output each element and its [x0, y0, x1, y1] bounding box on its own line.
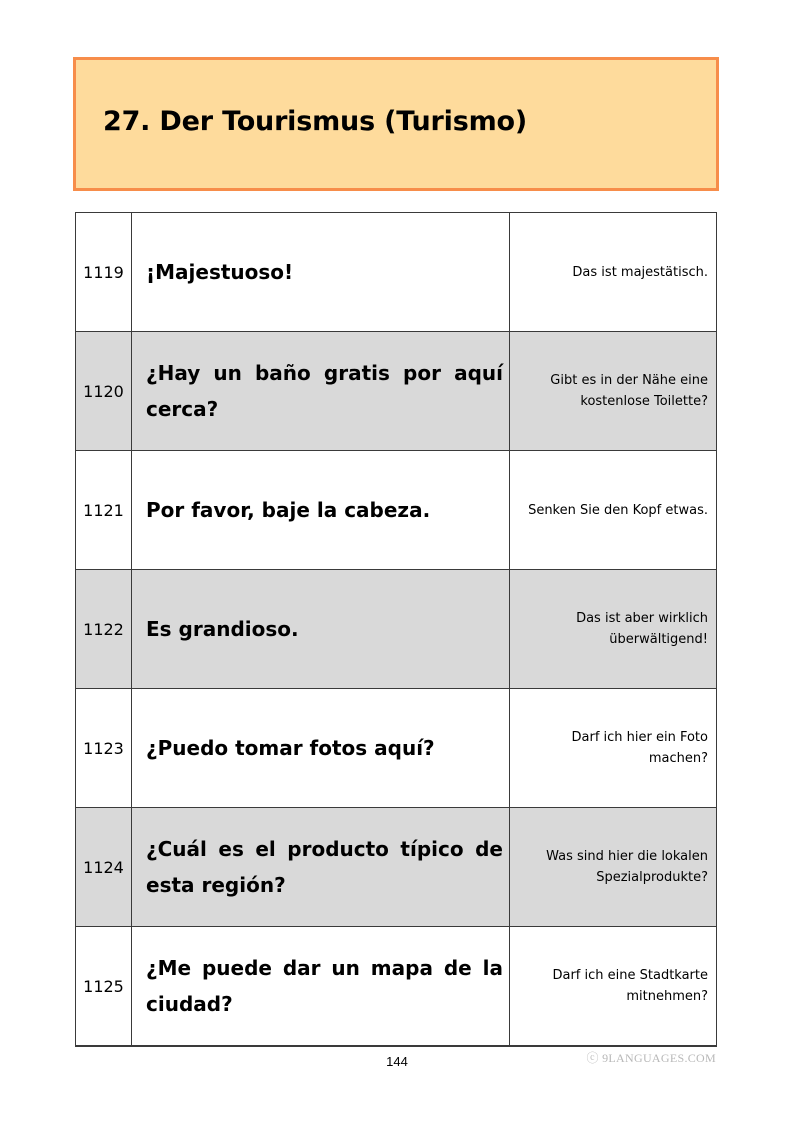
spanish-phrase: ¿Me puede dar un mapa de la ciudad?: [132, 927, 510, 1047]
phrase-number: 1122: [76, 570, 132, 689]
phrase-number: 1119: [76, 213, 132, 332]
table-row: [76, 927, 717, 1047]
chapter-title-box: [73, 57, 719, 191]
table-row: [76, 332, 717, 451]
phrase-number: 1123: [76, 689, 132, 808]
spanish-phrase: Por favor, baje la cabeza.: [132, 451, 510, 570]
page-number: 144: [386, 1054, 408, 1069]
table-row: [76, 451, 717, 570]
german-translation: Das ist aber wirklich überwältigend!: [510, 570, 717, 689]
table-row: [76, 570, 717, 689]
spanish-phrase: ¿Puedo tomar fotos aquí?: [132, 689, 510, 808]
german-translation: Was sind hier die lokalen Spezialprodukte?: [510, 808, 717, 927]
chapter-title: 27. Der Tourismus (Turismo): [103, 106, 528, 137]
spanish-phrase: Es grandioso.: [132, 570, 510, 689]
spanish-phrase: ¿Cuál es el producto típico de esta región?: [132, 808, 510, 927]
table-row: [76, 213, 717, 332]
german-translation: Darf ich eine Stadtkarte mitnehmen?: [510, 927, 717, 1047]
table-row: [76, 808, 717, 927]
phrase-table: [75, 212, 717, 1047]
german-translation: Das ist majestätisch.: [510, 213, 717, 332]
phrase-number: 1125: [76, 927, 132, 1047]
german-translation: Gibt es in der Nähe eine kostenlose Toilette?: [510, 332, 717, 451]
phrase-number: 1121: [76, 451, 132, 570]
german-translation: Darf ich hier ein Foto machen?: [510, 689, 717, 808]
table-row: [76, 689, 717, 808]
german-translation: Senken Sie den Kopf etwas.: [510, 451, 717, 570]
phrase-number: 1120: [76, 332, 132, 451]
copyright-notice: ⓒ 9LANGUAGES.COM: [586, 1051, 716, 1065]
spanish-phrase: ¡Majestuoso!: [132, 213, 510, 332]
spanish-phrase: ¿Hay un baño gratis por aquí cerca?: [132, 332, 510, 451]
phrase-number: 1124: [76, 808, 132, 927]
